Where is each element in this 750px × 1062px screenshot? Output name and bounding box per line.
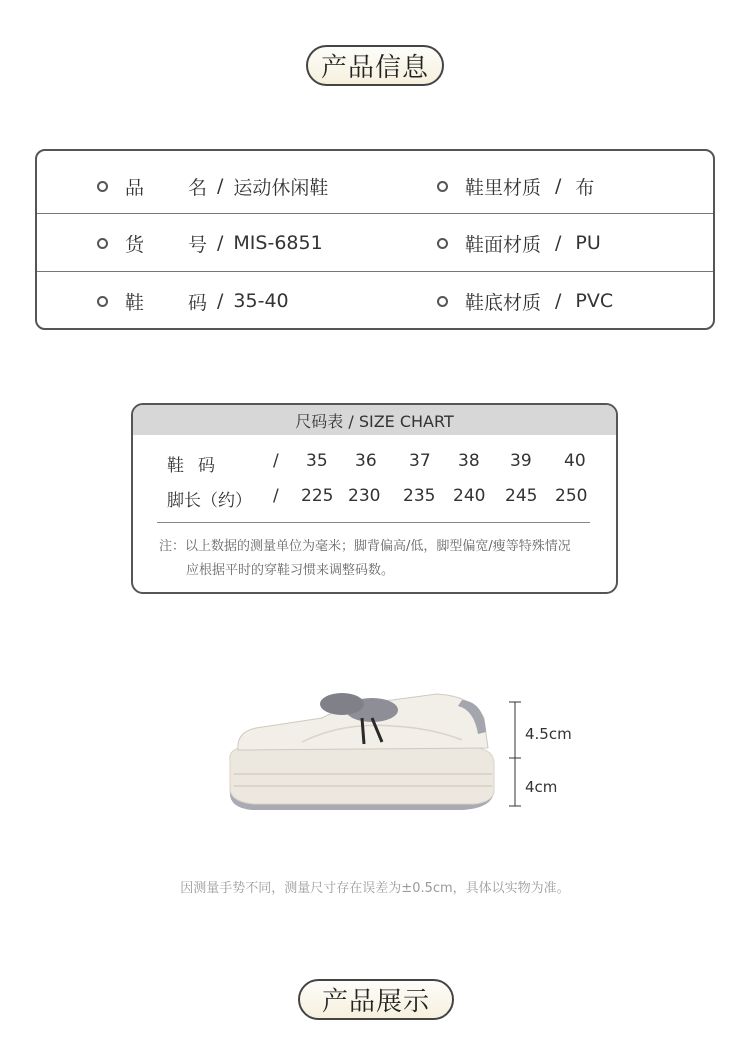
measurement-disclaimer: 因测量手势不同，测量尺寸存在误差为±0.5cm，具体以实物为准。 — [180, 881, 570, 896]
info-label: 品名 — [125, 176, 207, 199]
info-row — [37, 213, 713, 274]
size-chart — [131, 403, 618, 594]
info-label: 鞋底材质 — [465, 291, 542, 314]
info-separator: / — [555, 232, 562, 254]
length-cell: 225 — [301, 486, 334, 506]
size-cell: 35 — [306, 451, 328, 471]
info-value: 运动休闲鞋 — [233, 176, 329, 199]
info-label: 鞋里材质 — [465, 176, 542, 199]
size-cell: 38 — [458, 451, 480, 471]
info-cell-size — [97, 272, 289, 330]
bullet-icon — [437, 296, 448, 307]
info-separator: / — [217, 175, 224, 197]
info-cell-name — [97, 157, 328, 215]
size-row-label: 鞋码 — [167, 456, 229, 476]
section-title-text: 产品展示 — [321, 987, 430, 1017]
bullet-icon — [97, 238, 108, 249]
info-label: 鞋码 — [125, 291, 207, 314]
size-cell: 40 — [564, 451, 586, 471]
info-value: 布 — [575, 176, 595, 199]
length-cell: 240 — [453, 486, 486, 506]
length-separator: / — [273, 486, 279, 506]
info-row — [37, 271, 713, 332]
length-cell: 230 — [348, 486, 381, 506]
shoe-midsole — [230, 748, 494, 804]
product-info-table — [35, 149, 715, 330]
length-row — [133, 480, 616, 515]
info-separator: / — [217, 232, 224, 254]
bullet-icon — [97, 181, 108, 192]
lace-end — [362, 718, 364, 744]
size-cell: 37 — [409, 451, 431, 471]
sneaker-illustration — [222, 682, 508, 818]
info-separator: / — [555, 290, 562, 312]
info-value: MIS-6851 — [233, 232, 323, 254]
info-cell-lining — [437, 157, 594, 215]
note-line: 注：以上数据的测量单位为毫米；脚背偏高/低，脚型偏宽/瘦等特殊情况 — [159, 539, 571, 554]
info-separator: / — [555, 175, 562, 197]
info-value: PVC — [575, 290, 614, 312]
sole-height-label: 4cm — [525, 778, 558, 796]
info-value: 35-40 — [233, 290, 289, 312]
length-cell: 245 — [505, 486, 538, 506]
note-line: 应根据平时的穿鞋习惯来调整码数。 — [186, 563, 395, 578]
length-cell: 250 — [555, 486, 588, 506]
lace-bow — [320, 693, 364, 715]
size-separator: / — [273, 451, 279, 471]
height-measurement — [505, 700, 585, 810]
info-row — [37, 157, 713, 217]
size-chart-divider — [157, 522, 590, 523]
measure-guide — [505, 700, 525, 810]
section-title-text: 产品信息 — [320, 53, 429, 83]
info-label: 鞋面材质 — [465, 233, 542, 256]
length-cell: 235 — [403, 486, 436, 506]
size-row — [133, 445, 616, 480]
bullet-icon — [437, 181, 448, 192]
section-title-product-display — [298, 979, 454, 1020]
size-chart-header — [133, 405, 616, 435]
size-cell: 39 — [510, 451, 532, 471]
bullet-icon — [437, 238, 448, 249]
shoe-image — [222, 682, 508, 818]
bullet-icon — [97, 296, 108, 307]
info-cell-sole — [437, 272, 613, 330]
size-cell: 36 — [355, 451, 377, 471]
size-chart-title: 尺码表 / SIZE CHART — [295, 411, 454, 431]
info-value: PU — [575, 232, 601, 254]
upper-height-label: 4.5cm — [525, 725, 572, 743]
info-cell-sku — [97, 214, 323, 272]
info-separator: / — [217, 290, 224, 312]
info-cell-upper — [437, 214, 601, 272]
length-row-label: 脚长（约） — [167, 491, 252, 511]
size-chart-note — [159, 535, 571, 583]
info-label: 货号 — [125, 233, 207, 256]
size-chart-table — [133, 445, 616, 515]
section-title-product-info — [306, 45, 444, 86]
